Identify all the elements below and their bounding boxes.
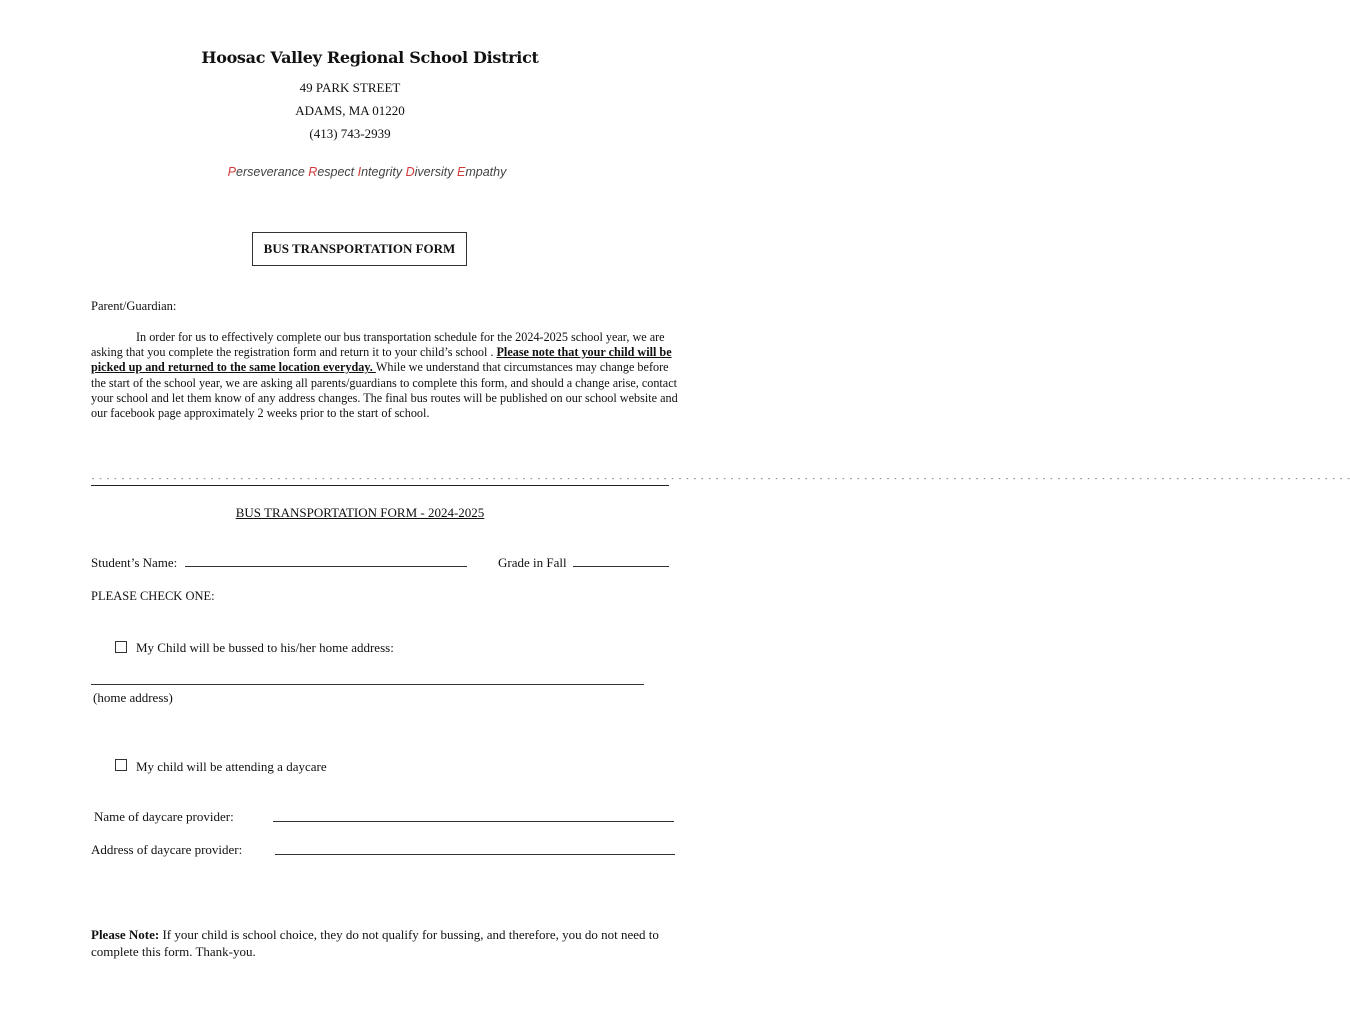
home-option-label: My Child will be bussed to his/her home address: <box>136 640 394 655</box>
student-name-field[interactable] <box>185 555 467 567</box>
motto-word: Perseverance <box>227 165 309 179</box>
note-label: Please Note: <box>91 927 160 942</box>
greeting: Parent/Guardian: <box>91 299 177 313</box>
intro-bold-notice: Please note that your child will be picked up and returned to the same location everyday. <box>91 345 672 375</box>
grade-row <box>498 555 669 571</box>
daycare-name-field[interactable] <box>273 812 674 822</box>
note-text: If your child is school choice, they do not qualify for bussing, and therefore, you do not need to complete this form. Thank-you. <box>91 927 659 959</box>
home-address-checkbox[interactable] <box>115 641 127 653</box>
form-title-box <box>252 232 467 266</box>
grade-field[interactable] <box>573 555 669 567</box>
city-address: ADAMS, MA 01220 <box>295 103 405 118</box>
daycare-address-field[interactable] <box>275 845 675 855</box>
please-note <box>91 926 681 960</box>
motto-word: Respect <box>308 165 358 179</box>
form-title-text: BUS TRANSPORTATION FORM <box>263 241 456 256</box>
daycare-address-label: Address of daycare provider: <box>91 842 243 857</box>
street-address: 49 PARK STREET <box>299 80 401 95</box>
intro-paragraph <box>91 330 681 421</box>
intro-text-1: In order for us to effectively complete our bus transportation schedule for the 2024-2025 school year, we are asking that you complete the registration form and return it to your child’s school . <box>91 330 665 360</box>
home-address-field[interactable] <box>91 675 644 685</box>
phone-number: (413) 743-2939 <box>309 126 391 141</box>
grade-label: Grade in Fall <box>498 555 567 570</box>
motto-word: Diversity <box>405 165 457 179</box>
cut-line-divider: - - - - - - - - - - - - - - - - - - - - - - - - - - - - - - - - - - - - - - - - - - - - - - - - - - - - - - - - - - - - - - - - - - - - - - - - - - - - - - - - - - - - - - - - - - - - - - - - - - - - - - - - - - - - - - - - - - - - - - - - - - - - - - - - - - - - - - - - - - - - - - - - - - - - - - - - - - - - - - - - - - - - - - - - - - <box>91 476 669 486</box>
home-address-caption: (home address) <box>93 690 173 705</box>
daycare-option-label: My child will be attending a daycare <box>136 759 327 774</box>
motto-word: Empathy <box>456 165 507 179</box>
student-name-label: Student’s Name: <box>91 555 178 570</box>
district-motto <box>0 165 734 179</box>
district-name: Hoosac Valley Regional School District <box>201 48 539 67</box>
check-one-instruction: PLEASE CHECK ONE: <box>91 589 215 603</box>
intro-text-2: While we understand that circumstances may change before the start of the school year, we are asking all parents/guardians to complete this form, and should a change arise, contact your school and let them know of any address changes. The final bus routes will be published on our school website and our facebook page approximately 2 weeks prior to the start of school. <box>91 360 678 421</box>
motto-word: Integrity <box>357 165 406 179</box>
daycare-name-label: Name of daycare provider: <box>94 809 234 824</box>
form-section-title: BUS TRANSPORTATION FORM - 2024-2025 <box>235 505 485 520</box>
student-name-row <box>91 555 467 571</box>
daycare-checkbox[interactable] <box>115 759 127 771</box>
